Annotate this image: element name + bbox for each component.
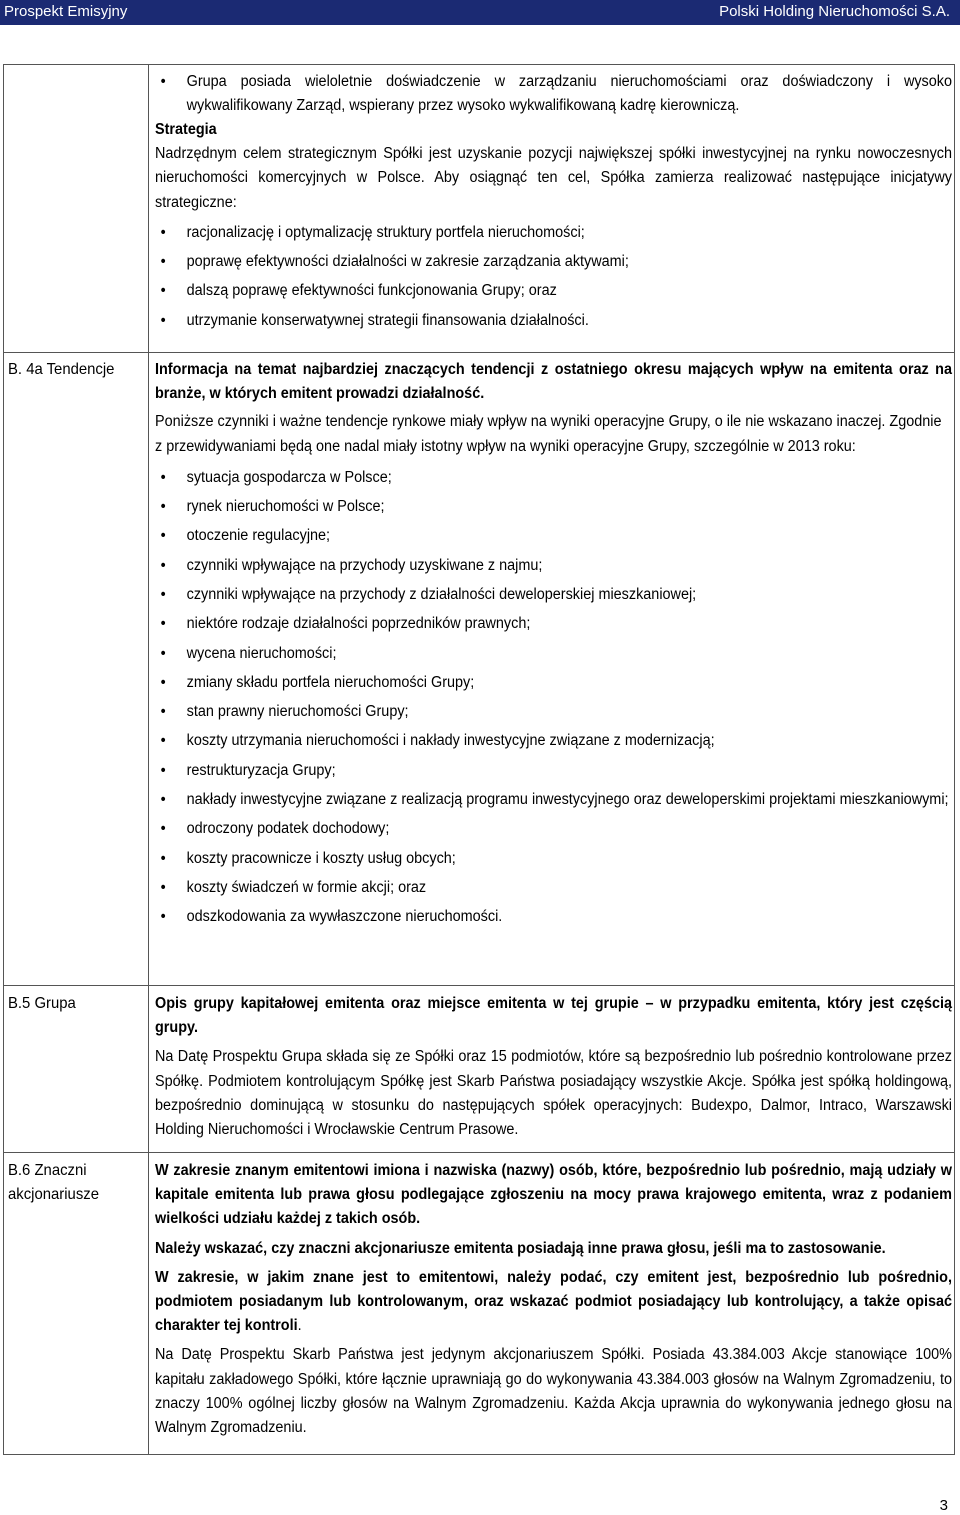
list-item: • koszty świadczeń w formie akcji; oraz (155, 876, 952, 900)
section-label-b6 (8, 1159, 148, 1207)
list-item: • utrzymanie konserwatywnej strategii finansowania działalności. (155, 309, 952, 333)
strategy-heading: Strategia (155, 121, 217, 138)
page-header (0, 0, 960, 25)
list-item: • rynek nieruchomości w Polsce; (155, 495, 952, 519)
column-divider (148, 64, 149, 1455)
list-item: • restrukturyzacja Grupy; (155, 759, 952, 783)
strategy-cell (155, 70, 952, 338)
strategy-paragraph: Nadrzędnym celem strategicznym Spółki jest uzyskanie pozycji największej spółki inwestycyjnej na rynku nowoczesnych nieruchomości komercyjnych w Polsce. Aby osiągnąć ten cel, Spółka zamierza realizować następujące inicjatywy strategiczne: (155, 145, 953, 211)
list-item: • otoczenie regulacyjne; (155, 524, 952, 548)
section-label-b5: B.5 Grupa (8, 995, 76, 1012)
list-item: • nakłady inwestycyjne związane z realizacją programu inwestycyjnego oraz deweloperskimi projektami mieszkaniowymi; (155, 788, 952, 812)
section-label-b4a: B. 4a Tendencje (8, 361, 115, 378)
strategy-list (155, 221, 952, 333)
section-label-line: B.6 Znaczni (8, 1162, 87, 1179)
heading-terminator: . (297, 1317, 302, 1335)
document-title: Prospekt Emisyjny (4, 3, 128, 20)
shareholders-paragraph: Na Datę Prospektu Skarb Państwa jest jedynym akcjonariuszem Spółki. Posiada 43.384.003 Akcje stanowiące 100% kapitału zakładowego Spółki, które łącznie uprawniają go do wykonywania 43.384.003 głosów na Walnym Zgromadzeniu, to znaczy 100% ogólnej liczby głosów na Walnym Zgromadzeniu. Każda Akcja uprawnia do wykonywania jednego głosu na Walnym Zgromadzeniu. (155, 1346, 953, 1437)
row-divider (3, 352, 955, 353)
shareholders-heading-1: W zakresie znanym emitentowi imiona i nazwiska (nazwy) osób, które, bezpośrednio lub pośrednio, mają udziały w kapitale emitenta lub prawa głosu podlegające zgłoszeniu na mocy prawa krajowego emitenta, wraz z podaniem wielkości udziału każdej z takich osób. (155, 1162, 953, 1228)
page-number: 3 (939, 1497, 948, 1514)
list-item: • zmiany składu portfela nieruchomości Grupy; (155, 671, 952, 695)
trends-paragraph: Poniższe czynniki i ważne tendencje rynkowe miały wpływ na wyniki operacyjne Grupy, o ile nie wskazano inaczej. Zgodnie z przewidywaniami będą one nadal miały istotny wpływ na wyniki operacyjne Grupy, szczególnie w 2013 roku: (155, 413, 942, 455)
list-item: • dalszą poprawę efektywności funkcjonowania Grupy; oraz (155, 279, 952, 303)
trends-list (155, 466, 952, 929)
group-heading: Opis grupy kapitałowej emitenta oraz miejsce emitenta w tej grupie – w przypadku emitenta, który jest częścią grupy. (155, 995, 953, 1037)
list-item: • wycena nieruchomości; (155, 642, 952, 666)
shareholders-heading-3: W zakresie, w jakim znane jest to emitentowi, należy podać, czy emitent jest, bezpośrednio lub pośrednio, podmiotem posiadanym lub kontrolowanym, oraz wskazać podmiot posiadający lub kontrolujący, a także opisać charakter tej kontroli (155, 1268, 953, 1335)
list-item: • odszkodowania za wywłaszczone nieruchomości. (155, 905, 952, 929)
section-label-line: akcjonariusze (8, 1186, 99, 1203)
shareholders-cell (155, 1159, 952, 1440)
company-name: Polski Holding Nieruchomości S.A. (719, 3, 950, 20)
list-item: • stan prawny nieruchomości Grupy; (155, 700, 952, 724)
list-item: • czynniki wpływające na przychody uzyskiwane z najmu; (155, 554, 952, 578)
list-item: • odroczony podatek dochodowy; (155, 817, 952, 841)
intro-bullet: • Grupa posiada wieloletnie doświadczenie w zarządzaniu nieruchomościami oraz doświadczony i wysoko wykwalifikowany Zarząd, wspierany przez wysoko wykwalifikowaną kadrę kierowniczą. (155, 70, 952, 118)
list-item: • niektóre rodzaje działalności poprzedników prawnych; (155, 612, 952, 636)
group-paragraph: Na Datę Prospektu Grupa składa się ze Spółki oraz 15 podmiotów, które są bezpośrednio lub pośrednio kontrolowane przez Spółkę. Podmiotem kontrolującym Spółkę jest Skarb Państwa posiadający wszystkie Akcje. Spółka jest spółką holdingową, bezpośrednio dominującą w stosunku do następujących spółek operacyjnych: Budexpo, Dalmor, Intraco, Warszawski Holding Nieruchomości i Wrocławskie Centrum Prasowe. (155, 1048, 953, 1139)
row-divider (3, 985, 955, 986)
trends-heading: Informacja na temat najbardziej znaczących tendencji z ostatniego okresu mających wpływ na emitenta oraz na branże, w których emitent prowadzi działalność. (155, 361, 953, 403)
list-item: • koszty utrzymania nieruchomości i nakłady inwestycyjne związane z modernizacją; (155, 729, 952, 753)
list-item: • racjonalizację i optymalizację struktury portfela nieruchomości; (155, 221, 952, 245)
row-divider (3, 1152, 955, 1153)
list-item: • poprawę efektywności działalności w zakresie zarządzania aktywami; (155, 250, 952, 274)
list-item: • sytuacja gospodarcza w Polsce; (155, 466, 952, 490)
shareholders-heading-2: Należy wskazać, czy znaczni akcjonariusze emitenta posiadają inne prawa głosu, jeśli ma to zastosowanie. (155, 1239, 886, 1257)
trends-cell (155, 358, 952, 935)
group-cell (155, 992, 952, 1142)
list-item: • czynniki wpływające na przychody z działalności deweloperskiej mieszkaniowej; (155, 583, 952, 607)
list-item: • koszty pracownicze i koszty usług obcych; (155, 847, 952, 871)
